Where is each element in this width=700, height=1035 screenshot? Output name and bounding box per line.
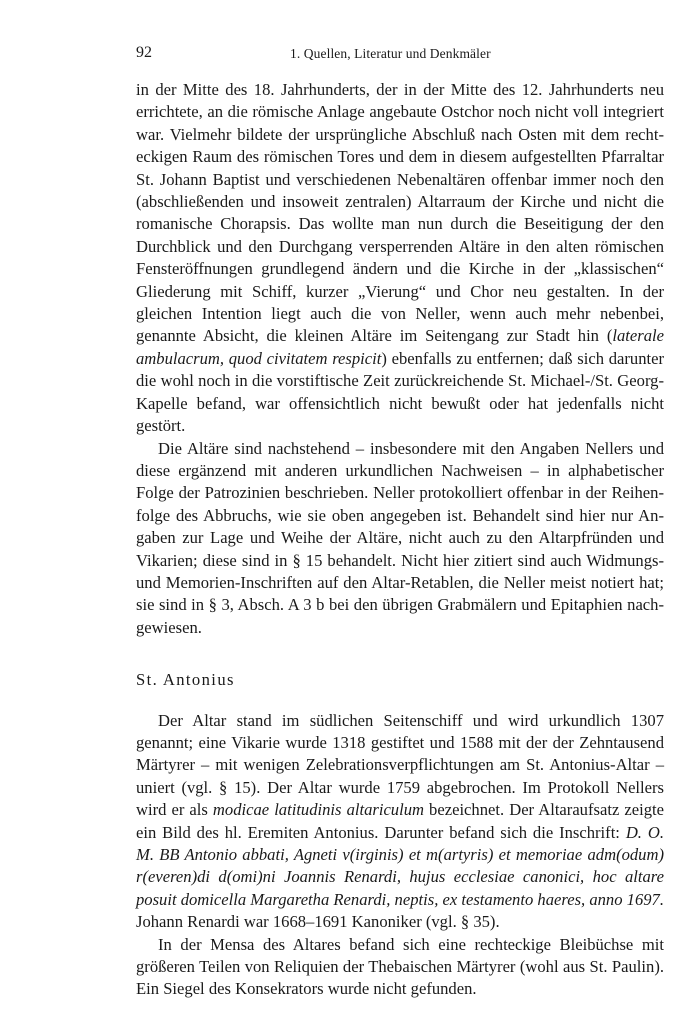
section-heading: St. Antonius [136,670,235,690]
paragraph-text: bezeichnet. Der Altaraufsatz zeigte ein Bild des hl. Eremiten Antonius. Darunter befand sich die Inschrift: [136,800,664,842]
paragraph-text: in der Mitte des 18. Jahrhunderts, der in der Mitte des 12. Jahrhunderts neu errichtete, an die römische Anlage angebaute Ostchor noch nicht voll integriert war. Vielmehr bildete der ursprüngliche Abschluß nach Osten mit dem rechteckigen Raum des römischen Tores und dem in diesem aufgestellten Pfarraltar St. Johann Baptist und verschiedenen Nebenaltären offenbar immer noch den (abschließenden und insoweit zentralen) Altarraum der Kirche und nicht die romanische Chorapsis. Das wollte man nun durch die Beseitigung der den Durchblick und den Durchgang versperrenden Altäre in den alten römischen Fensteröffnungen grundlegend ändern und die Kirche in der „klassischen“ Gliederung mit Schiff, kurzer „Vierung“ und Chor neu gestalten. In der gleichen Intention liegt auch die von Neller, wenn auch mehr nebenbei, genannte Absicht, die kleinen Altäre im Seitengang zur Stadt hin ( [136,80,664,346]
latin-quote: laterale ambulacrum, quod civitatem respicit [136,326,664,368]
paragraph: Die Altäre sind nachstehend – insbesondere mit den Angaben Nellers und diese ergänzend mit anderen urkundlichen Nachweisen – in alphabetischer Folge der Patrozinien beschrieben. Neller protokolliert offenbar in der Reihenfolge des Abbruchs, wie sie oben angegeben ist. Behandelt sind hier nur Angaben zur Lage und Weihe der Altäre, nicht auch zu den Altarpfründen und Vikarien; diese sind in § 15 behandelt. Nicht hier zitiert sind auch Widmungs- und Memorien-Inschriften auf den Altar-Retablen, die Neller meist notiert hat; sie sind in § 3, Absch. A 3 b bei den übrigen Grabmälern und Epitaphien nachgewiesen. [136,438,664,637]
running-head: 1. Quellen, Literatur und Denkmäler [290,46,491,61]
body-text [136,79,664,1001]
page-number: 92 [136,44,152,61]
paragraph-text: Der Altar stand im südlichen Seitenschiff und wird urkundlich 1307 genannt; eine Vikarie wurde 1318 gestiftet und 1588 mit der der Zehntausend Märtyrer – mit wenigen Zelebrationsverpflichtungen am St. Antonius-Altar – uniert (vgl. § 15). Der Altar wurde 1759 abgebrochen. Im Protokoll Nellers wird er als [136,710,664,820]
inscription-text: D. O. M. BB Antonio abbati, Agneti v(irginis) et m(artyris) et memoriae adm(odum) r(everen)di d(omi)ni Joannis Renardi, hujus ecclesiae canonici, hoc altare posuit domicella Margaretha Renardi, neptis, ex testamento haeres, anno 1697. [136,822,665,909]
paragraph: In der Mensa des Altares befand sich eine rechteckige Bleibüchse mit größeren Teilen von Reliquien der Thebaischen Märtyrer (wohl aus St. Paulin). Ein Siegel des Konsekrators wurde nicht gefunden. [136,934,664,999]
paragraph-text: ) ebenfalls zu entfernen; daß sich darunter die wohl noch in die vorstiftische Zeit zurückreichende St. Michael-/St. Georg-Kapelle befand, war offensichtlich nicht bewußt oder hat jedenfalls nicht gestört. [136,348,664,436]
paragraph-continuation [136,79,664,438]
paragraph [136,710,664,934]
latin-quote: modicae latitudinis altariculum [212,800,424,820]
paragraph-text: Johann Renardi war 1668–1691 Kanoniker (vgl. § 35). [136,912,500,932]
